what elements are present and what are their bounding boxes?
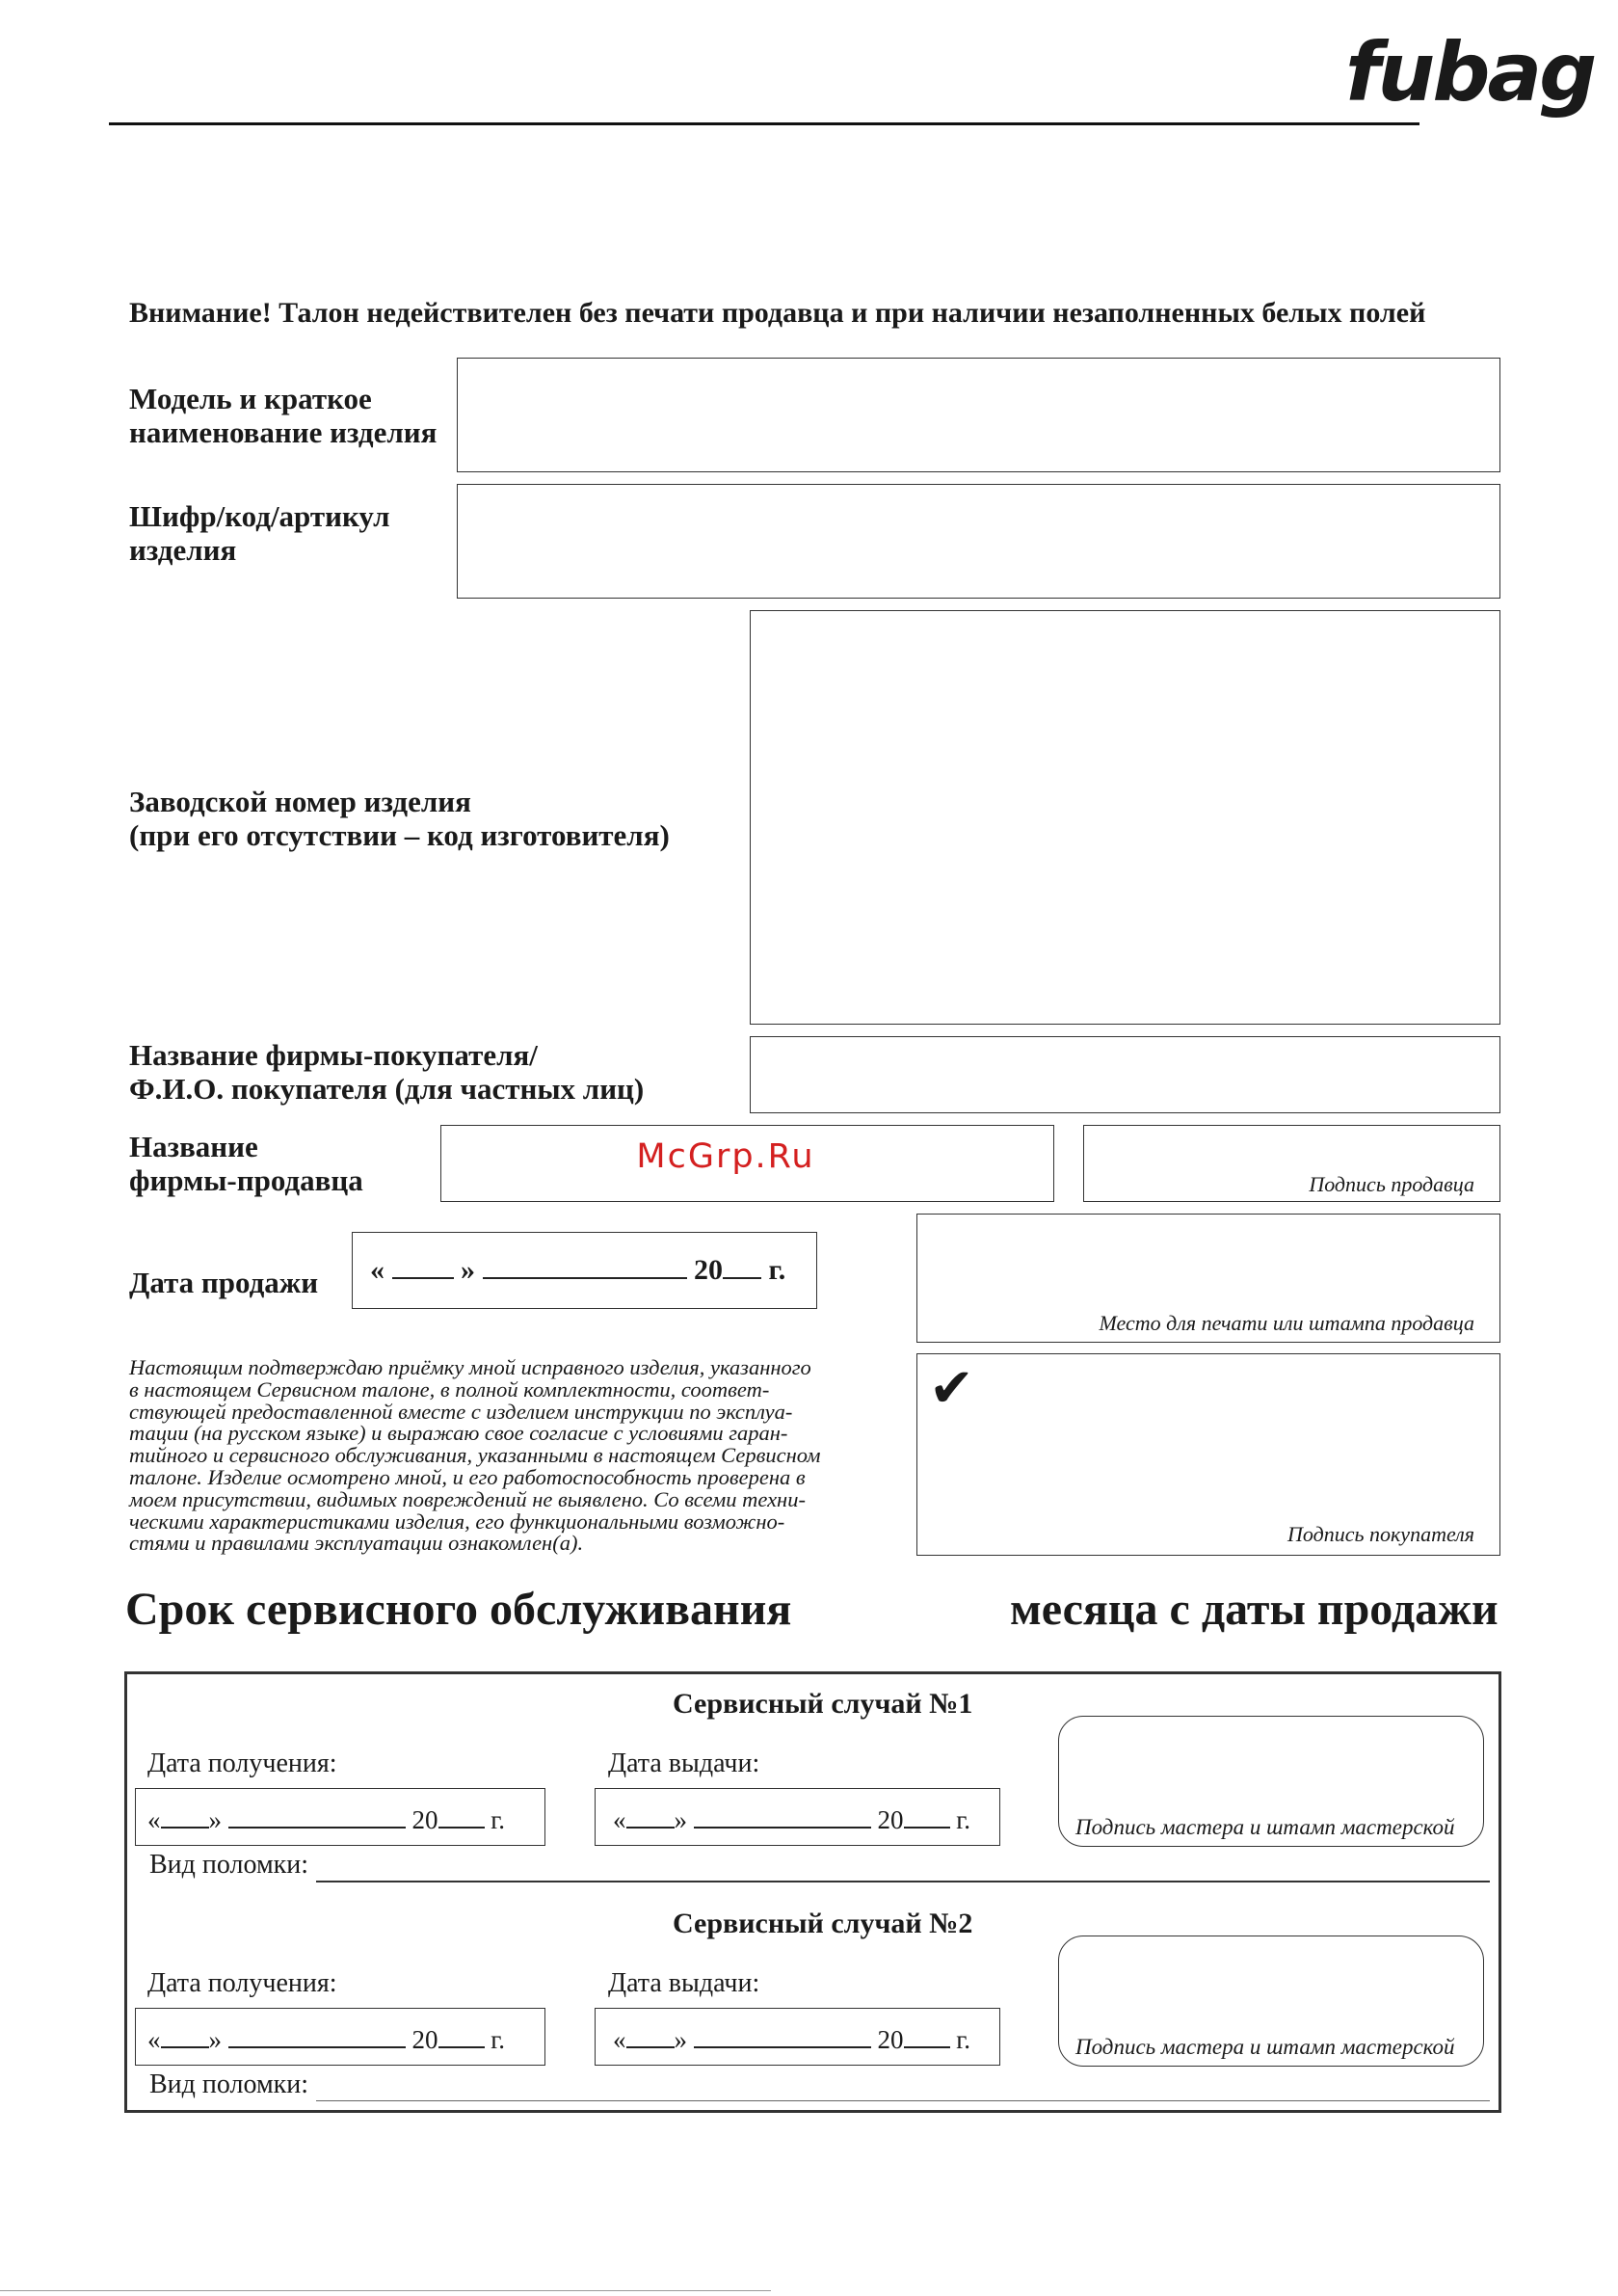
date-year: 20 [411, 1805, 438, 1834]
sale-date-field[interactable] [352, 1232, 817, 1309]
damage-label: Вид поломки: [149, 1850, 309, 1880]
service-term-left: Срок сервисного обслуживания [125, 1584, 792, 1635]
master-signature-field[interactable] [1058, 1716, 1484, 1847]
model-label-line1: Модель и краткое [129, 382, 372, 415]
damage-line[interactable] [316, 2100, 1490, 2101]
code-label [129, 499, 390, 567]
model-label [129, 382, 437, 449]
stamp-caption: Место для печати или штампа продавца [1099, 1311, 1474, 1335]
date-close: » [674, 1805, 687, 1834]
date-year: 20 [877, 1805, 904, 1834]
buyer-label-line2: Ф.И.О. покупателя (для частных лиц) [129, 1072, 645, 1106]
date-open: « [147, 2025, 161, 2054]
year-blank[interactable] [438, 1805, 485, 1829]
seller-label-line2: фирмы-продавца [129, 1163, 363, 1197]
seller-signature-caption: Подпись продавца [1309, 1172, 1474, 1196]
day-blank[interactable] [626, 2025, 675, 2048]
stamp-field[interactable] [916, 1214, 1500, 1343]
date-year: 20 [411, 2025, 438, 2054]
sale-date-label: Дата продажи [129, 1266, 319, 1299]
date-suffix: г. [956, 1805, 971, 1834]
confirmation-line: ствующей предоставленной вместе с изделием инструкции по эксплуа- [129, 1399, 793, 1424]
damage-label: Вид поломки: [149, 2069, 309, 2099]
buyer-signature-caption: Подпись покупателя [1287, 1522, 1474, 1546]
received-date-field[interactable] [135, 2008, 545, 2066]
model-field[interactable] [457, 358, 1500, 472]
seller-field[interactable] [440, 1125, 1054, 1202]
sale-date-close: » [461, 1254, 475, 1286]
day-blank[interactable] [626, 1805, 675, 1829]
header-rule [109, 122, 1419, 125]
checkmark-icon: ✔ [929, 1357, 974, 1420]
confirmation-line: моем присутствии, видимых повреждений не выявлено. Со всеми техни- [129, 1486, 806, 1511]
footer-rule [0, 2290, 771, 2291]
sale-day-blank[interactable] [392, 1256, 454, 1279]
date-close: » [208, 2025, 222, 2054]
issued-date-field[interactable] [595, 2008, 1000, 2066]
date-year: 20 [877, 2025, 904, 2054]
date-suffix: г. [956, 2025, 971, 2054]
issued-date-field[interactable] [595, 1788, 1000, 1846]
received-date-field[interactable] [135, 1788, 545, 1846]
buyer-field[interactable] [750, 1036, 1500, 1113]
day-blank[interactable] [161, 1805, 209, 1829]
warning-text: Внимание! Талон недействителен без печати продавца и при наличии незаполненных белых полей [129, 297, 1426, 329]
serial-label-line1: Заводской номер изделия [129, 785, 471, 818]
master-signature-caption: Подпись мастера и штамп мастерской [1075, 2035, 1455, 2059]
year-blank[interactable] [904, 2025, 950, 2048]
confirmation-line: в настоящем Сервисном талоне, в полной комплектности, соответ- [129, 1376, 770, 1402]
confirmation-line: тийного и сервисного обслуживания, указанными в настоящем Сервисном [129, 1443, 821, 1468]
day-blank[interactable] [161, 2025, 209, 2048]
month-blank[interactable] [228, 2025, 406, 2048]
model-label-line2: наименование изделия [129, 415, 438, 449]
case-title: Сервисный случай №1 [673, 1688, 973, 1720]
date-open: « [147, 1805, 161, 1834]
confirmation-line: талоне. Изделие осмотрено мной, и его работоспособность проверена в [129, 1464, 806, 1489]
month-blank[interactable] [694, 1805, 871, 1829]
master-signature-field[interactable] [1058, 1936, 1484, 2067]
code-label-line2: изделия [129, 533, 237, 567]
received-label: Дата получения: [147, 1968, 337, 1998]
received-label: Дата получения: [147, 1749, 337, 1778]
date-suffix: г. [491, 2025, 506, 2054]
buyer-signature-field[interactable] [916, 1353, 1500, 1556]
confirmation-line: ческими характеристиками изделия, его функциональными возможно- [129, 1508, 785, 1534]
date-suffix: г. [491, 1805, 506, 1834]
year-blank[interactable] [438, 2025, 485, 2048]
month-blank[interactable] [228, 1805, 406, 1829]
fubag-logo: fubag [1345, 25, 1595, 120]
case-title: Сервисный случай №2 [673, 1908, 973, 1939]
date-close: » [208, 1805, 222, 1834]
code-field[interactable] [457, 484, 1500, 599]
serial-label [129, 785, 670, 852]
confirmation-text [129, 1357, 821, 1555]
date-open: « [613, 2025, 626, 2054]
buyer-label-line1: Название фирмы-покупателя/ [129, 1038, 538, 1072]
year-blank[interactable] [904, 1805, 950, 1829]
confirmation-line: Настоящим подтверждаю приёмку мной исправного изделия, указанного [129, 1355, 811, 1379]
seller-label-line1: Название [129, 1130, 258, 1163]
seller-signature-field[interactable] [1083, 1125, 1500, 1202]
code-label-line1: Шифр/код/артикул [129, 499, 390, 533]
sale-month-blank[interactable] [483, 1256, 687, 1279]
buyer-label [129, 1038, 644, 1106]
sale-date-year: 20 [694, 1254, 723, 1286]
date-close: » [674, 2025, 687, 2054]
month-blank[interactable] [694, 2025, 871, 2048]
serial-field[interactable] [750, 610, 1500, 1025]
damage-line[interactable] [316, 1881, 1490, 1882]
watermark: McGrp.Ru [636, 1137, 815, 1176]
confirmation-line: тации (на русском языке) и выражаю свое согласие с условиями гаран- [129, 1421, 788, 1446]
sale-date-open: « [370, 1254, 385, 1286]
service-term-right: месяца с даты продажи [1010, 1584, 1499, 1635]
issued-label: Дата выдачи: [608, 1968, 760, 1998]
confirmation-line: стями и правилами эксплуатации ознакомлен(а). [129, 1531, 584, 1556]
sale-date-suffix: г. [768, 1254, 786, 1286]
sale-year-blank[interactable] [723, 1256, 761, 1279]
issued-label: Дата выдачи: [608, 1749, 760, 1778]
serial-label-line2: (при его отсутствии – код изготовителя) [129, 818, 670, 852]
seller-label [129, 1130, 363, 1197]
date-open: « [613, 1805, 626, 1834]
master-signature-caption: Подпись мастера и штамп мастерской [1075, 1815, 1455, 1839]
